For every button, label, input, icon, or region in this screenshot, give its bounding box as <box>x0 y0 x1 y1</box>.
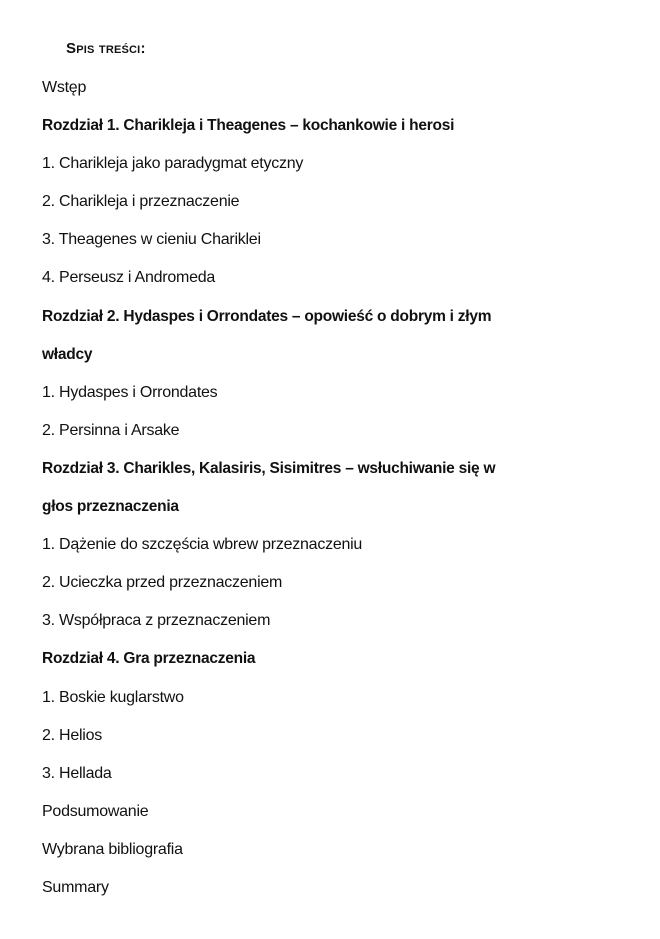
table-of-contents <box>42 76 642 914</box>
toc-entry: 2. Persinna i Arsake <box>42 421 180 439</box>
toc-entry: 1. Charikleja jako paradygmat etyczny <box>42 155 304 173</box>
toc-entry: 3. Theagenes w cieniu Chariklei <box>42 231 261 249</box>
toc-chapter-heading: Rozdział 3. Charikles, Kalasiris, Sisimitres – wsłuchiwanie się w <box>42 459 496 477</box>
toc-chapter-heading: głos przeznaczenia <box>42 498 179 516</box>
toc-chapter-heading: Rozdział 1. Charikleja i Theagenes – kochankowie i herosi <box>42 117 455 135</box>
toc-entry: 1. Hydaspes i Orrondates <box>42 383 218 401</box>
toc-entry: 1. Boskie kuglarstwo <box>42 688 184 706</box>
toc-entry: Summary <box>42 878 109 896</box>
toc-entry: 3. Współpraca z przeznaczeniem <box>42 612 271 630</box>
toc-chapter-heading: Rozdział 2. Hydaspes i Orrondates – opowieść o dobrym i złym <box>42 307 492 325</box>
toc-entry: 3. Hellada <box>42 764 112 782</box>
toc-title: Spis treści: <box>66 40 146 57</box>
toc-entry: 2. Charikleja i przeznaczenie <box>42 193 240 211</box>
toc-chapter-heading: władcy <box>42 345 93 363</box>
toc-entry: Wstęp <box>42 79 87 96</box>
toc-entry: Podsumowanie <box>42 802 149 820</box>
toc-entry: Wybrana bibliografia <box>42 840 183 858</box>
toc-entry: 4. Perseusz i Andromeda <box>42 269 216 287</box>
toc-entry: 1. Dążenie do szczęścia wbrew przeznaczeniu <box>42 536 363 554</box>
toc-entry: 2. Ucieczka przed przeznaczeniem <box>42 574 283 592</box>
toc-entry: 2. Helios <box>42 726 102 744</box>
toc-chapter-heading: Rozdział 4. Gra przeznaczenia <box>42 650 256 668</box>
